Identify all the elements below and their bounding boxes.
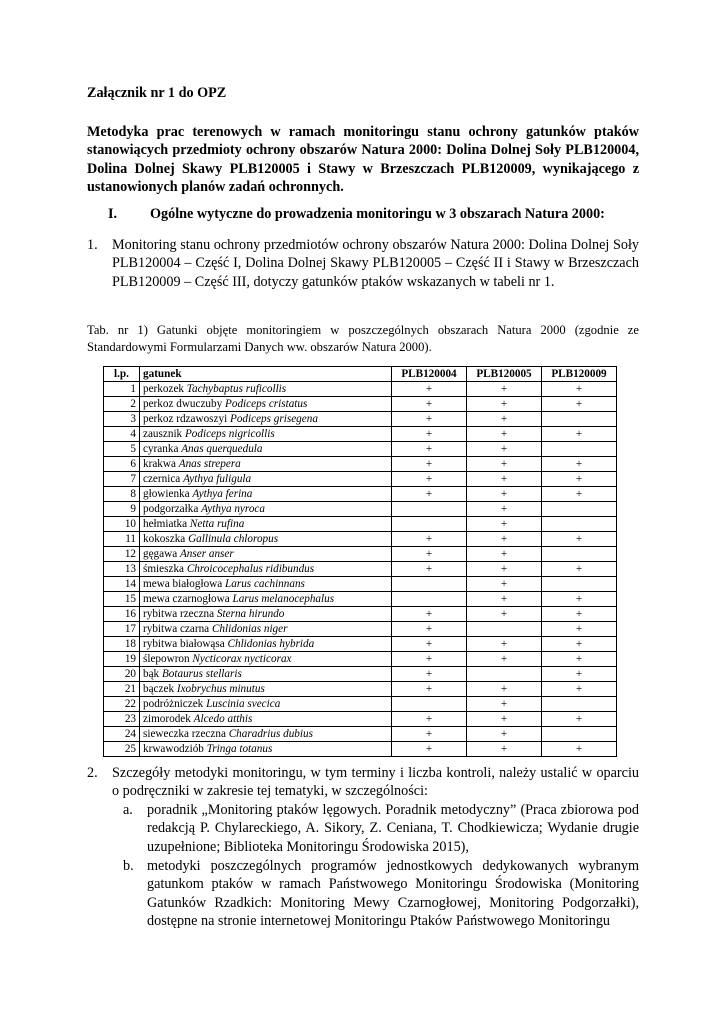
species-name — [140, 472, 392, 487]
species-name — [140, 727, 392, 742]
presence-mark-plb120009: + — [542, 667, 617, 682]
row-number: 19 — [104, 652, 140, 667]
column-header-lp: l.p. — [104, 367, 140, 382]
species-name — [140, 427, 392, 442]
row-number: 22 — [104, 697, 140, 712]
presence-mark-plb120005: + — [467, 427, 542, 442]
species-common-name: perkozek — [143, 382, 184, 395]
presence-mark-plb120005: + — [467, 727, 542, 742]
presence-mark-plb120005: + — [467, 397, 542, 412]
species-name — [140, 652, 392, 667]
row-number: 14 — [104, 577, 140, 592]
table-row — [104, 727, 617, 742]
table-row — [104, 562, 617, 577]
species-common-name: bąk — [143, 667, 160, 680]
row-number: 18 — [104, 637, 140, 652]
presence-mark-plb120009 — [542, 547, 617, 562]
column-header-plb120005: PLB120005 — [467, 367, 542, 382]
row-number: 8 — [104, 487, 140, 502]
species-latin-name: Larus melanocephalus — [232, 592, 335, 605]
table-row — [104, 592, 617, 607]
species-common-name: kokoszka — [143, 532, 186, 545]
presence-mark-plb120005: + — [467, 577, 542, 592]
presence-mark-plb120004: + — [392, 682, 467, 697]
species-common-name: podróżniczek — [143, 697, 204, 710]
species-latin-name: Podiceps nigricollis — [184, 427, 275, 440]
table-row — [104, 547, 617, 562]
presence-mark-plb120009 — [542, 412, 617, 427]
presence-mark-plb120005 — [467, 667, 542, 682]
presence-mark-plb120004: + — [392, 547, 467, 562]
table-row — [104, 697, 617, 712]
presence-mark-plb120005: + — [467, 742, 542, 757]
species-name — [140, 412, 392, 427]
species-name — [140, 697, 392, 712]
species-common-name: bączek — [143, 682, 175, 695]
row-number: 1 — [104, 382, 140, 397]
row-number: 4 — [104, 427, 140, 442]
species-common-name: zausznik — [143, 427, 183, 440]
species-common-name: krakwa — [143, 457, 176, 470]
species-name — [140, 382, 392, 397]
presence-mark-plb120009: + — [542, 607, 617, 622]
presence-mark-plb120009 — [542, 442, 617, 457]
species-latin-name: Alcedo atthis — [193, 712, 253, 725]
species-common-name: krwawodziób — [143, 742, 204, 755]
species-latin-name: Anas querquedula — [181, 442, 263, 455]
table-caption: Tab. nr 1) Gatunki objęte monitoringiem w poszczególnych obszarach Natura 2000 (zgodnie ze Standardowymi Formularzami Danych ww. obszarów Natura 2000). — [87, 323, 639, 354]
species-name — [140, 457, 392, 472]
presence-mark-plb120004: + — [392, 442, 467, 457]
species-latin-name: Podiceps cristatus — [225, 397, 308, 410]
presence-mark-plb120009: + — [542, 742, 617, 757]
presence-mark-plb120005: + — [467, 442, 542, 457]
species-latin-name: Podiceps grisegena — [229, 412, 318, 425]
column-header-species: gatunek — [140, 367, 392, 382]
row-number: 13 — [104, 562, 140, 577]
presence-mark-plb120004: + — [392, 637, 467, 652]
species-name — [140, 442, 392, 457]
row-number: 20 — [104, 667, 140, 682]
table-row — [104, 382, 617, 397]
presence-mark-plb120004 — [392, 517, 467, 532]
list-item-text: Szczegóły metodyki monitoringu, w tym terminy i liczba kontroli, należy ustalić w oparciu o podręczniki w zakresie tej tematyki, w szczególności: — [112, 765, 639, 800]
presence-mark-plb120009 — [542, 517, 617, 532]
list-item-number: 1. — [87, 237, 98, 253]
presence-mark-plb120004 — [392, 502, 467, 517]
list-item-2 — [87, 764, 639, 804]
species-common-name: gęgawa — [143, 547, 178, 560]
presence-mark-plb120004 — [392, 592, 467, 607]
presence-mark-plb120005 — [467, 622, 542, 637]
presence-mark-plb120009: + — [542, 592, 617, 607]
species-latin-name: Anser anser — [179, 547, 234, 560]
presence-mark-plb120009 — [542, 697, 617, 712]
section-heading — [108, 206, 605, 223]
species-name — [140, 712, 392, 727]
species-name — [140, 577, 392, 592]
species-latin-name: Nycticorax nycticorax — [192, 652, 292, 665]
species-common-name: rybitwa rzeczna — [143, 607, 215, 620]
species-common-name: perkoz dwuczuby — [143, 397, 223, 410]
species-common-name: cyranka — [143, 442, 179, 455]
table-row — [104, 652, 617, 667]
species-table-body — [104, 382, 617, 757]
presence-mark-plb120005: + — [467, 712, 542, 727]
presence-mark-plb120005: + — [467, 697, 542, 712]
presence-mark-plb120005: + — [467, 517, 542, 532]
species-table — [103, 366, 617, 757]
species-latin-name: Sterna hirundo — [216, 607, 285, 620]
presence-mark-plb120009: + — [542, 382, 617, 397]
presence-mark-plb120004 — [392, 697, 467, 712]
presence-mark-plb120009: + — [542, 457, 617, 472]
list-item-text: Monitoring stanu ochrony przedmiotów ochrony obszarów Natura 2000: Dolina Dolnej Soły PLB120004 – Część I, Dolina Dolnej Skawy PLB120005 – Część II i Stawy w Brzeszczach PLB120009 – Część III, dotyczy gatunków ptaków wskazanych w tabeli nr 1. — [112, 237, 639, 290]
list-item-number: 2. — [87, 765, 98, 781]
presence-mark-plb120005: + — [467, 547, 542, 562]
species-name — [140, 502, 392, 517]
presence-mark-plb120004: + — [392, 607, 467, 622]
species-name — [140, 487, 392, 502]
section-title: Ogólne wytyczne do prowadzenia monitoringu w 3 obszarach Natura 2000: — [150, 206, 605, 222]
table-header-row — [104, 367, 617, 382]
species-name — [140, 667, 392, 682]
row-number: 5 — [104, 442, 140, 457]
species-common-name: ślepowron — [143, 652, 190, 665]
species-name — [140, 517, 392, 532]
species-name — [140, 637, 392, 652]
species-name — [140, 622, 392, 637]
species-latin-name: Gallinula chloropus — [188, 532, 279, 545]
sub-item-letter: b. — [123, 858, 134, 874]
species-latin-name: Chlidonias niger — [211, 622, 288, 635]
species-common-name: hełmiatka — [143, 517, 188, 530]
presence-mark-plb120004: + — [392, 532, 467, 547]
species-latin-name: Ixobrychus minutus — [176, 682, 265, 695]
sub-item-a — [123, 801, 639, 857]
presence-mark-plb120009 — [542, 727, 617, 742]
presence-mark-plb120009 — [542, 502, 617, 517]
row-number: 12 — [104, 547, 140, 562]
species-latin-name: Luscinia svecica — [206, 697, 281, 710]
table-row — [104, 397, 617, 412]
species-name — [140, 592, 392, 607]
species-name — [140, 682, 392, 697]
species-name — [140, 607, 392, 622]
table-row — [104, 577, 617, 592]
presence-mark-plb120004: + — [392, 397, 467, 412]
presence-mark-plb120005: + — [467, 502, 542, 517]
presence-mark-plb120004: + — [392, 652, 467, 667]
presence-mark-plb120009: + — [542, 637, 617, 652]
presence-mark-plb120009: + — [542, 427, 617, 442]
column-header-plb120009: PLB120009 — [542, 367, 617, 382]
presence-mark-plb120005: + — [467, 487, 542, 502]
presence-mark-plb120005: + — [467, 382, 542, 397]
table-row — [104, 742, 617, 757]
presence-mark-plb120004 — [392, 577, 467, 592]
row-number: 25 — [104, 742, 140, 757]
table-row — [104, 427, 617, 442]
row-number: 16 — [104, 607, 140, 622]
species-common-name: sieweczka rzeczna — [143, 727, 226, 740]
presence-mark-plb120004: + — [392, 487, 467, 502]
species-latin-name: Botaurus stellaris — [161, 667, 242, 680]
species-common-name: rybitwa białowąsa — [143, 637, 225, 650]
species-latin-name: Charadrius dubius — [228, 727, 313, 740]
species-common-name: śmieszka — [143, 562, 185, 575]
table-row — [104, 442, 617, 457]
presence-mark-plb120009: + — [542, 682, 617, 697]
table-row — [104, 517, 617, 532]
presence-mark-plb120005: + — [467, 607, 542, 622]
species-common-name: czernica — [143, 472, 181, 485]
species-latin-name: Aythya fuligula — [183, 472, 252, 485]
presence-mark-plb120004: + — [392, 562, 467, 577]
species-common-name: podgorzałka — [143, 502, 199, 515]
row-number: 24 — [104, 727, 140, 742]
column-header-plb120004: PLB120004 — [392, 367, 467, 382]
presence-mark-plb120005: + — [467, 472, 542, 487]
presence-mark-plb120005: + — [467, 637, 542, 652]
row-number: 11 — [104, 532, 140, 547]
table-row — [104, 622, 617, 637]
sub-item-b — [123, 857, 639, 931]
presence-mark-plb120009: + — [542, 397, 617, 412]
presence-mark-plb120005: + — [467, 562, 542, 577]
species-latin-name: Larus cachinnans — [225, 577, 305, 590]
row-number: 6 — [104, 457, 140, 472]
attachment-heading: Załącznik nr 1 do OPZ — [87, 85, 227, 101]
row-number: 7 — [104, 472, 140, 487]
document-title: Metodyka prac terenowych w ramach monitoringu stanu ochrony gatunków ptaków stanowiących przedmioty ochrony obszarów Natura 2000: Dolina Dolnej Soły PLB120004, Dolina Dolnej Skawy PLB120005 i Stawy w Brzeszczach PLB120009, wynikającego z ustanowionych planów zadań ochronnych. — [87, 124, 639, 195]
row-number: 3 — [104, 412, 140, 427]
presence-mark-plb120004: + — [392, 457, 467, 472]
presence-mark-plb120005: + — [467, 682, 542, 697]
presence-mark-plb120009: + — [542, 487, 617, 502]
row-number: 21 — [104, 682, 140, 697]
table-row — [104, 607, 617, 622]
presence-mark-plb120004: + — [392, 622, 467, 637]
table-row — [104, 637, 617, 652]
species-latin-name: Aythya ferina — [192, 487, 253, 500]
row-number: 9 — [104, 502, 140, 517]
presence-mark-plb120004: + — [392, 427, 467, 442]
presence-mark-plb120009: + — [542, 622, 617, 637]
row-number: 2 — [104, 397, 140, 412]
presence-mark-plb120004: + — [392, 412, 467, 427]
species-name — [140, 742, 392, 757]
section-number: I. — [108, 206, 118, 222]
presence-mark-plb120004: + — [392, 472, 467, 487]
species-latin-name: Chroicocephalus ridibundus — [186, 562, 315, 575]
species-latin-name: Anas strepera — [178, 457, 241, 470]
table-row — [104, 487, 617, 502]
row-number: 17 — [104, 622, 140, 637]
presence-mark-plb120009: + — [542, 472, 617, 487]
presence-mark-plb120004: + — [392, 742, 467, 757]
presence-mark-plb120009: + — [542, 652, 617, 667]
presence-mark-plb120005: + — [467, 652, 542, 667]
presence-mark-plb120004: + — [392, 712, 467, 727]
row-number: 23 — [104, 712, 140, 727]
species-latin-name: Tringa totanus — [206, 742, 273, 755]
presence-mark-plb120005: + — [467, 592, 542, 607]
presence-mark-plb120009: + — [542, 532, 617, 547]
species-latin-name: Chlidonias hybrida — [227, 637, 315, 650]
presence-mark-plb120005: + — [467, 412, 542, 427]
table-row — [104, 532, 617, 547]
species-name — [140, 547, 392, 562]
species-common-name: głowienka — [143, 487, 190, 500]
species-name — [140, 397, 392, 412]
presence-mark-plb120009: + — [542, 712, 617, 727]
row-number: 10 — [104, 517, 140, 532]
sub-item-letter: a. — [123, 802, 133, 818]
presence-mark-plb120005: + — [467, 457, 542, 472]
sub-item-text: metodyki poszczególnych programów jednostkowych dedykowanych wybranym gatunkom ptaków w ramach Państwowego Monitoringu Środowiska (Monitoring Gatunków Rzadkich: Monitoring Mewy Czarnogłowej, Monitoring Podgorzałki), dostępne na stronie internetowej Monitoringu Ptaków Państwowego Monitoringu — [147, 858, 639, 929]
sub-item-text: poradnik „Monitoring ptaków lęgowych. Poradnik metodyczny” (Praca zbiorowa pod redakcją P. Chylareckiego, A. Sikory, Z. Ceniana, T. Chodkiewicza; Wydanie drugie uzupełnione; Biblioteka Monitoringu Środowiska 2015), — [147, 802, 639, 855]
presence-mark-plb120009 — [542, 577, 617, 592]
species-latin-name: Aythya nyroca — [201, 502, 265, 515]
species-latin-name: Netta rufina — [189, 517, 245, 530]
species-common-name: perkoz rdzawoszyi — [143, 412, 228, 425]
table-row — [104, 712, 617, 727]
presence-mark-plb120005: + — [467, 532, 542, 547]
table-row — [104, 412, 617, 427]
species-common-name: rybitwa czarna — [143, 622, 210, 635]
table-row — [104, 667, 617, 682]
row-number: 15 — [104, 592, 140, 607]
species-common-name: mewa białogłowa — [143, 577, 223, 590]
presence-mark-plb120004: + — [392, 667, 467, 682]
table-row — [104, 457, 617, 472]
table-row — [104, 472, 617, 487]
species-common-name: mewa czarnogłowa — [143, 592, 230, 605]
presence-mark-plb120004: + — [392, 382, 467, 397]
presence-mark-plb120004: + — [392, 727, 467, 742]
species-name — [140, 532, 392, 547]
species-name — [140, 562, 392, 577]
list-item-1 — [87, 236, 639, 310]
species-latin-name: Tachybaptus ruficollis — [186, 382, 287, 395]
table-row — [104, 682, 617, 697]
presence-mark-plb120009: + — [542, 562, 617, 577]
table-row — [104, 502, 617, 517]
species-common-name: zimorodek — [143, 712, 191, 725]
